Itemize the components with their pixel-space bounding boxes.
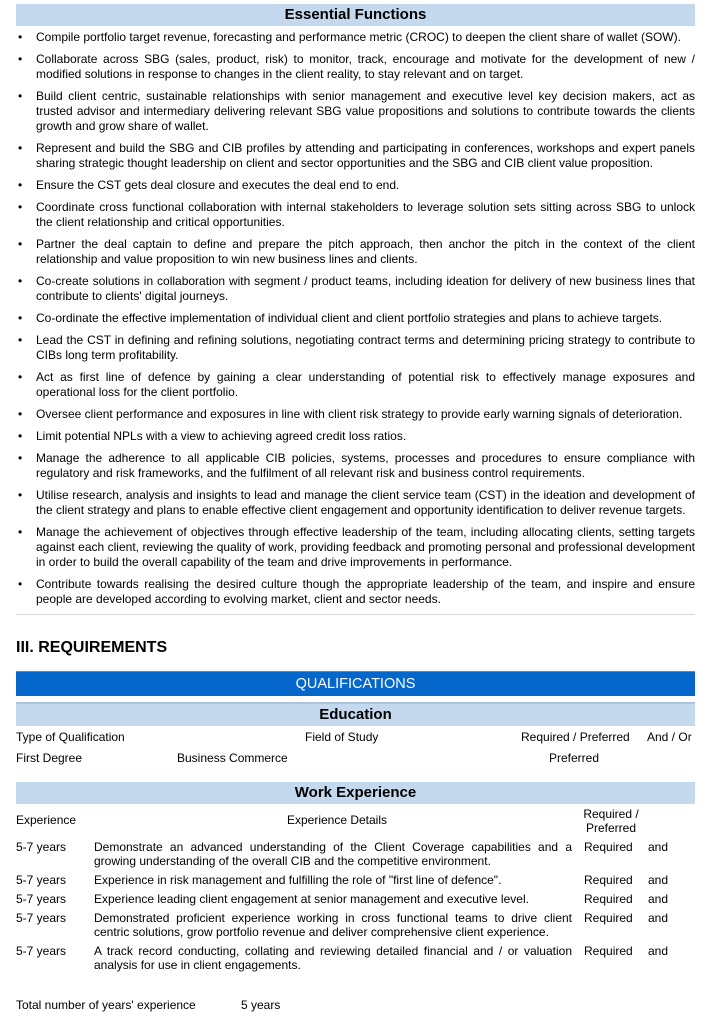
header-type-of-qualification: Type of Qualification	[16, 730, 125, 744]
list-item: • Contribute towards realising the desired culture though the appropriate leadership of the team, and inspire and ensure people are developed according to evolving market, client and sector needs.	[18, 577, 695, 606]
list-item: • Coordinate cross functional collaboration with internal stakeholders to leverage solution sets sitting across SBG to unlock the client relationship and critical opportunities.	[18, 200, 695, 229]
list-item: • Compile portfolio target revenue, forecasting and performance metric (CROC) to deepen the client share of wallet (SOW).	[18, 30, 681, 44]
list-item: • Lead the CST in defining and refining solutions, negotiating contract terms and determining pricing strategy to contribute to CIBs long term profitability.	[18, 333, 695, 362]
bullet-icon: •	[18, 237, 23, 251]
work-experience-header: Work Experience	[16, 782, 695, 804]
requirements-heading: III. REQUIREMENTS	[16, 639, 168, 656]
document	[16, 4, 695, 1012]
header-and-or: And / Or	[647, 730, 692, 744]
list-item: • Co-create solutions in collaboration with segment / product teams, including ideation for delivery of new business lines that contribute to clients' digital journeys.	[18, 274, 695, 303]
bullet-icon: •	[18, 577, 23, 591]
bullet-icon: •	[18, 429, 23, 443]
education-type: First Degree	[16, 751, 83, 765]
header-field-of-study: Field of Study	[305, 730, 379, 744]
table-row: 5-7 years A track record conducting, collating and reviewing detailed financial and / or valuation analysis for use in client engagements. Required and	[16, 944, 669, 972]
essential-functions-list	[16, 30, 695, 607]
list-item: • Oversee client performance and exposures in line with client risk strategy to provide early warning signals of deterioration.	[18, 407, 683, 421]
total-experience-label: Total number of years' experience	[16, 998, 196, 1012]
table-row: 5-7 years Experience leading client engagement at senior management and executive level. Required and	[16, 892, 669, 906]
bullet-icon: •	[18, 141, 23, 155]
work-experience-table	[16, 804, 695, 974]
education-and-or	[649, 751, 695, 766]
list-item: • Partner the deal captain to define and prepare the pitch approach, then anchor the pitch in the context of the client relationship and value proposition to win new business lines and clients.	[18, 237, 695, 266]
list-item: • Manage the achievement of objectives through effective leadership of the team, including allocating clients, setting targets against each client, reviewing the quality of work, providing feedback and promoting personal and professional development in order to build the overall capability of the team and drive improvements in performance.	[18, 525, 695, 569]
education-table-header	[16, 730, 695, 745]
bullet-icon: •	[18, 89, 23, 103]
total-experience	[16, 998, 695, 1012]
list-item: • Collaborate across SBG (sales, product, risk) to monitor, track, encourage and motivate for the development of new / modified solutions in response to changes in the client reality, to stay relevant and on target.	[18, 52, 695, 81]
bullet-icon: •	[18, 525, 23, 539]
bullet-icon: •	[18, 407, 23, 421]
qualifications-header: QUALIFICATIONS	[16, 671, 695, 696]
bullet-icon: •	[18, 52, 23, 66]
table-row: 5-7 years Experience in risk management and fulfilling the role of "first line of defence". Required and	[16, 873, 669, 887]
bullet-icon: •	[18, 488, 23, 502]
section-divider	[16, 614, 695, 615]
education-header: Education	[16, 702, 695, 726]
table-row: 5-7 years Demonstrated proficient experience working in cross functional teams to drive client centric solutions, grow portfolio revenue and deliver comprehensive client experience. Required and	[16, 911, 669, 939]
list-item: • Represent and build the SBG and CIB profiles by attending and participating in conferences, workshops and expert panels sharing strategic thought leadership on client and sector opportunities and the SBG and CIB client value proposition.	[18, 141, 695, 170]
essential-functions-header: Essential Functions	[16, 4, 695, 26]
table-row: 5-7 years Demonstrate an advanced understanding of the Client Coverage capabilities and a growing understanding of the overall CIB and the competitive environment. Required and	[16, 840, 669, 868]
bullet-icon: •	[18, 333, 23, 347]
table-header-row	[16, 804, 695, 837]
total-experience-value: 5 years	[241, 998, 281, 1012]
header-required-preferred: Required / Preferred	[521, 730, 630, 744]
header-experience-details: Experience Details	[286, 813, 388, 827]
header-experience: Experience	[16, 813, 77, 827]
list-item: • Ensure the CST gets deal closure and executes the deal end to end.	[18, 178, 400, 192]
list-item: • Co-ordinate the effective implementation of individual client and client portfolio strategies and plans to achieve targets.	[18, 311, 663, 325]
header-required-preferred: Required / Preferred	[583, 807, 639, 835]
list-item: • Act as first line of defence by gaining a clear understanding of potential risk to effectively manage exposures and operational loss for the client portfolio.	[18, 370, 695, 399]
bullet-icon: •	[18, 311, 23, 325]
list-item: • Build client centric, sustainable relationships with senior management and executive level key decision makers, act as trusted advisor and intermediary delivering relevant SBG value propositions and solutions to contribute towards the clients growth and grow share of wallet.	[18, 89, 695, 133]
list-item: • Manage the adherence to all applicable CIB policies, systems, processes and procedures to ensure compliance with regulatory and risk frameworks, and the fulfilment of all relevant risk and business control requirements.	[18, 451, 695, 480]
bullet-icon: •	[18, 178, 23, 192]
education-row	[16, 751, 695, 766]
bullet-icon: •	[18, 451, 23, 465]
list-item: • Limit potential NPLs with a view to achieving agreed credit loss ratios.	[18, 429, 407, 443]
list-item: • Utilise research, analysis and insights to lead and manage the client service team (CST) in the ideation and development of the client strategy and plans to enable effective client engagement and opportunity identification to deliver revenue targets.	[18, 488, 695, 517]
education-required: Preferred	[549, 751, 600, 765]
bullet-icon: •	[18, 200, 23, 214]
education-field: Business Commerce	[177, 751, 288, 765]
bullet-icon: •	[18, 274, 23, 288]
bullet-icon: •	[18, 30, 23, 44]
bullet-icon: •	[18, 370, 23, 384]
